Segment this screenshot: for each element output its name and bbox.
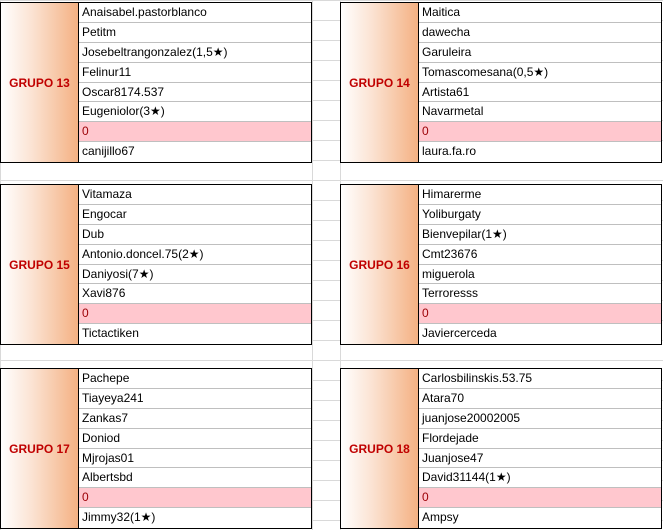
member-cell[interactable]: Josebeltrangonzalez(1,5★) bbox=[79, 43, 311, 63]
member-cell[interactable]: juanjose20002005 bbox=[419, 409, 661, 429]
member-cell[interactable]: Mjrojas01 bbox=[79, 449, 311, 469]
empty-slot-cell[interactable]: 0 bbox=[79, 488, 311, 508]
group-label: GRUPO 16 bbox=[341, 185, 419, 344]
member-cell[interactable]: Ampsy bbox=[422, 510, 459, 525]
member-cell[interactable]: Tictactiken bbox=[82, 326, 139, 341]
empty-slot-cell[interactable]: 0 bbox=[79, 122, 311, 142]
member-cell[interactable]: Terroresss bbox=[419, 284, 661, 304]
empty-slot-cell[interactable]: 0 bbox=[419, 488, 661, 508]
group-block-14 bbox=[340, 2, 662, 163]
group-label: GRUPO 14 bbox=[341, 3, 419, 162]
member-list bbox=[79, 185, 311, 344]
member-cell[interactable]: Pachepe bbox=[79, 369, 311, 389]
member-list bbox=[79, 369, 311, 528]
member-cell[interactable]: Juanjose47 bbox=[419, 449, 661, 469]
member-cell[interactable]: Petitm bbox=[79, 23, 311, 43]
member-cell[interactable]: canijillo67 bbox=[82, 144, 135, 159]
member-cell[interactable]: Atara70 bbox=[419, 389, 661, 409]
member-cell[interactable]: Tiayeya241 bbox=[79, 389, 311, 409]
group-label: GRUPO 17 bbox=[1, 369, 79, 528]
group-label: GRUPO 18 bbox=[341, 369, 419, 528]
member-cell[interactable]: Daniyosi(7★) bbox=[79, 265, 311, 285]
member-cell[interactable]: laura.fa.ro bbox=[422, 144, 477, 159]
member-cell[interactable]: Maitica bbox=[419, 3, 661, 23]
member-cell[interactable]: David31144(1★) bbox=[419, 468, 661, 488]
group-label: GRUPO 15 bbox=[1, 185, 79, 344]
member-cell[interactable]: Eugeniolor(3★) bbox=[79, 102, 311, 122]
member-cell[interactable]: Flordejade bbox=[419, 429, 661, 449]
group-block-18 bbox=[340, 368, 662, 529]
empty-slot-cell[interactable]: 0 bbox=[419, 122, 661, 142]
member-cell[interactable]: Himarerme bbox=[419, 185, 661, 205]
member-cell[interactable]: Jimmy32(1★) bbox=[82, 510, 156, 525]
group-block-15 bbox=[0, 184, 312, 345]
member-cell[interactable]: Cmt23676 bbox=[419, 245, 661, 265]
member-cell[interactable]: Oscar8174.537 bbox=[79, 83, 311, 103]
member-cell[interactable]: Garuleira bbox=[419, 43, 661, 63]
member-list bbox=[419, 185, 661, 344]
member-cell[interactable]: Tomascomesana(0,5★) bbox=[419, 63, 661, 83]
group-label: GRUPO 13 bbox=[1, 3, 79, 162]
member-list bbox=[79, 3, 311, 162]
member-cell[interactable]: Bienvepilar(1★) bbox=[419, 225, 661, 245]
member-cell[interactable]: Engocar bbox=[79, 205, 311, 225]
group-block-13 bbox=[0, 2, 312, 163]
member-cell[interactable]: Albertsbd bbox=[79, 468, 311, 488]
member-cell[interactable]: Yoliburgaty bbox=[419, 205, 661, 225]
empty-slot-cell[interactable]: 0 bbox=[79, 304, 311, 324]
member-cell[interactable]: Doniod bbox=[79, 429, 311, 449]
member-cell[interactable]: Felinur11 bbox=[79, 63, 311, 83]
member-list bbox=[419, 369, 661, 528]
member-cell[interactable]: Javiercerceda bbox=[422, 326, 497, 341]
empty-slot-cell[interactable]: 0 bbox=[419, 304, 661, 324]
member-list bbox=[419, 3, 661, 162]
member-cell[interactable]: Anaisabel.pastorblanco bbox=[79, 3, 311, 23]
member-cell[interactable]: Navarmetal bbox=[419, 102, 661, 122]
member-cell[interactable]: dawecha bbox=[419, 23, 661, 43]
member-cell[interactable]: Vitamaza bbox=[79, 185, 311, 205]
member-cell[interactable]: Xavi876 bbox=[79, 284, 311, 304]
member-cell[interactable]: miguerola bbox=[419, 265, 661, 285]
member-cell[interactable]: Carlosbilinskis.53.75 bbox=[419, 369, 661, 389]
group-block-17 bbox=[0, 368, 312, 529]
member-cell[interactable]: Zankas7 bbox=[79, 409, 311, 429]
grid-column-line bbox=[312, 0, 313, 530]
member-cell[interactable]: Dub bbox=[79, 225, 311, 245]
member-cell[interactable]: Antonio.doncel.75(2★) bbox=[79, 245, 311, 265]
member-cell[interactable]: Artista61 bbox=[419, 83, 661, 103]
group-block-16 bbox=[340, 184, 662, 345]
